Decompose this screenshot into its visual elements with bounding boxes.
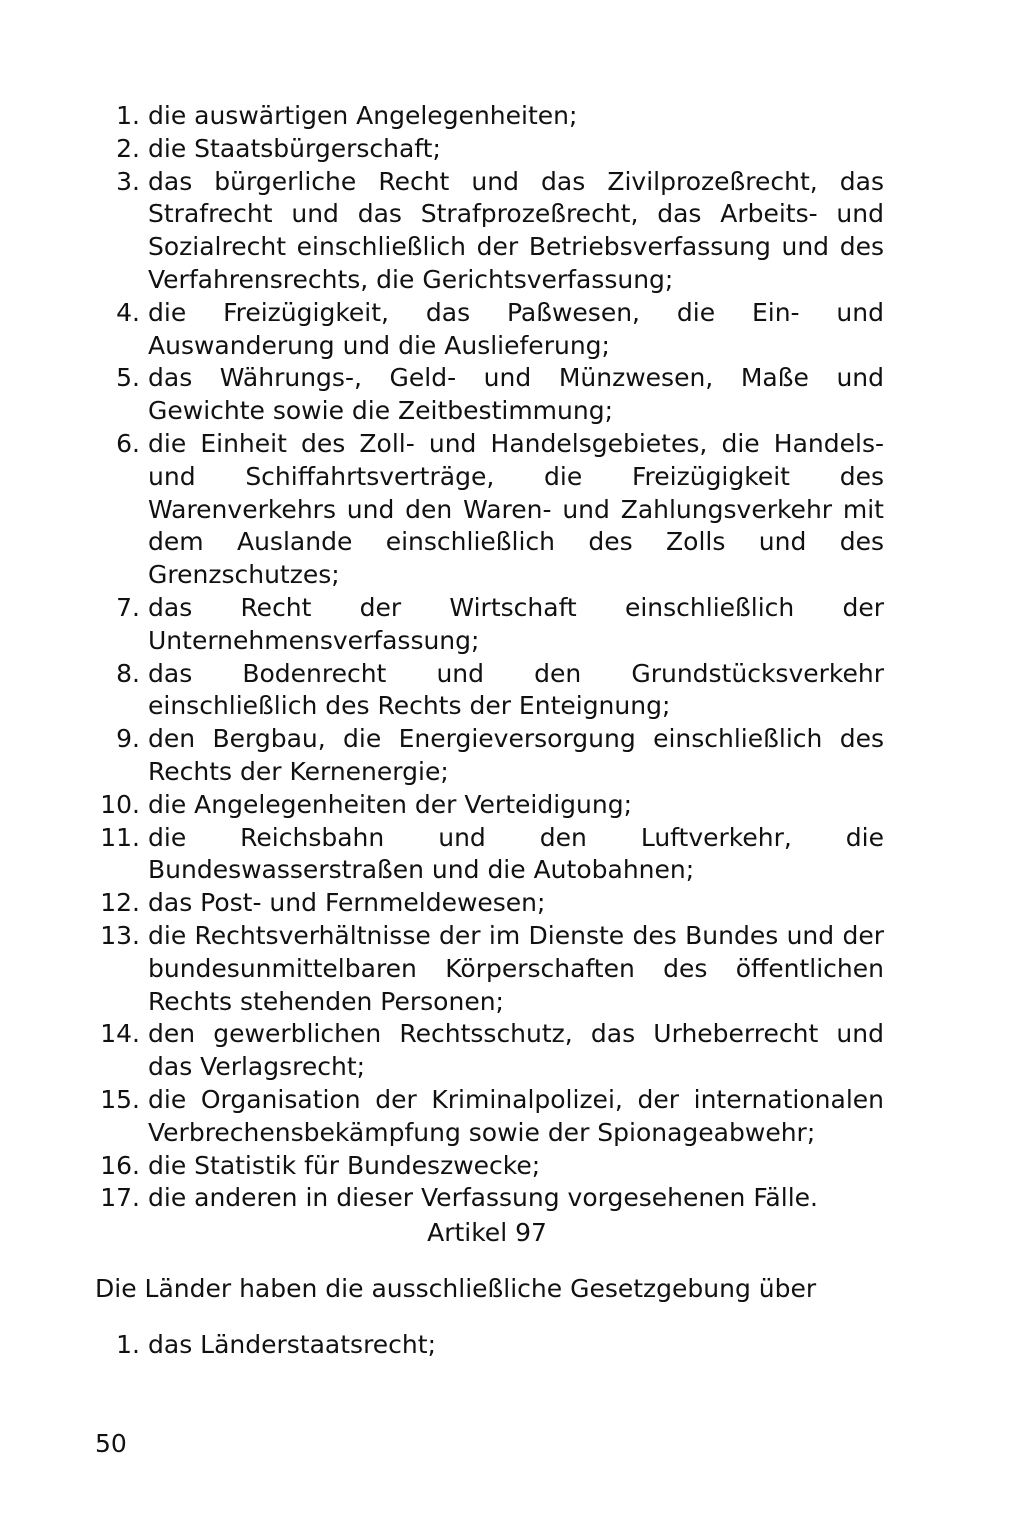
item-text: das Bodenrecht und den Grundstücksverkehr einschließlich des Rechts der Enteignung; — [148, 658, 884, 721]
item-text: das Post- und Fernmeldewesen; — [148, 888, 546, 918]
item-text: die auswärtigen Angelegenheiten; — [148, 101, 578, 130]
item-number: 6. — [116, 428, 140, 458]
list-item — [92, 822, 884, 888]
item-text: den Bergbau, die Energieversorgung einschließlich des Rechts der Kernenergie; — [148, 724, 884, 786]
list-item — [92, 166, 884, 297]
item-number: 16. — [100, 1150, 140, 1180]
item-text: die Organisation der Kriminalpolizei, der internationalen Verbrechensbekämpfung sowie der Spionageabwehr; — [148, 1084, 884, 1147]
item-number: 5. — [116, 363, 140, 393]
item-number: 7. — [116, 592, 140, 622]
list-item — [92, 1084, 884, 1150]
item-number: 8. — [116, 658, 140, 688]
list-item — [92, 362, 884, 428]
list-item — [92, 1150, 884, 1183]
item-number: 10. — [100, 789, 140, 819]
item-number: 11. — [100, 822, 140, 852]
item-text: das bürgerliche Recht und das Zivilprozeßrecht, das Strafrecht und das Strafprozeßrecht, das Arbeits- und Sozialrecht einschließlich der Betriebsverfassung und des Verfahrensrechts, die Gerichtsverfassung; — [148, 166, 884, 294]
item-text: das Währungs-, Geld- und Münzwesen, Maße und Gewichte sowie die Zeitbestimmung; — [148, 363, 884, 426]
list-item — [92, 297, 884, 363]
item-number: 14. — [100, 1019, 140, 1049]
list-item — [92, 723, 884, 789]
item-text: die Angelegenheiten der Verteidigung; — [148, 789, 632, 819]
item-number: 1. — [116, 1330, 140, 1359]
list-item — [92, 920, 884, 1018]
item-text: das Recht der Wirtschaft einschließlich der Unternehmensverfassung; — [148, 592, 884, 655]
item-text: die Staatsbürgerschaft; — [148, 133, 441, 163]
item-number: 13. — [100, 920, 140, 950]
list-item — [92, 428, 884, 592]
list-item — [92, 133, 884, 166]
list-item — [92, 789, 884, 822]
item-text: die Einheit des Zoll- und Handelsgebietes, die Handels- und Schiffahrtsverträge, die Freizügigkeit des Warenverkehrs und den Waren- und Zahlungsverkehr mit dem Auslande einschließlich des Zolls und des Grenzschutzes; — [148, 428, 884, 590]
competence-list — [92, 100, 884, 1215]
item-number: 9. — [116, 724, 140, 754]
item-number: 3. — [116, 166, 140, 196]
list-item — [92, 1182, 884, 1215]
list-item — [92, 887, 884, 920]
list-item — [92, 1018, 884, 1084]
item-text: die anderen in dieser Verfassung vorgesehenen Fälle. — [148, 1183, 818, 1213]
item-number: 12. — [100, 888, 140, 918]
list-item — [92, 658, 884, 724]
item-text: das Länderstaatsrecht; — [148, 1330, 437, 1359]
item-number: 17. — [100, 1183, 140, 1213]
list-item — [92, 592, 884, 658]
article-list — [92, 1329, 884, 1362]
item-number: 2. — [116, 133, 140, 163]
item-text: die Statistik für Bundeszwecke; — [148, 1150, 541, 1180]
item-number: 15. — [100, 1084, 140, 1114]
item-text: den gewerblichen Rechtsschutz, das Urheberrecht und das Verlagsrecht; — [148, 1019, 884, 1082]
item-number: 4. — [116, 297, 140, 327]
item-text: die Rechtsverhältnisse der im Dienste des Bundes und der bundesunmittelbaren Körperschaften des öffentlichen Rechts stehenden Personen; — [148, 920, 884, 1016]
article-intro: Die Länder haben die ausschließliche Gesetzgebung über — [95, 1274, 817, 1303]
page-number: 50 — [95, 1429, 127, 1458]
article-heading: Artikel 97 — [427, 1218, 547, 1247]
item-text: die Reichsbahn und den Luftverkehr, die Bundeswasserstraßen und die Autobahnen; — [148, 822, 884, 885]
item-text: die Freizügigkeit, das Paßwesen, die Ein- und Auswanderung und die Auslieferung; — [148, 297, 884, 360]
item-number: 1. — [116, 101, 140, 130]
list-item — [92, 100, 884, 133]
list-item — [92, 1329, 884, 1362]
